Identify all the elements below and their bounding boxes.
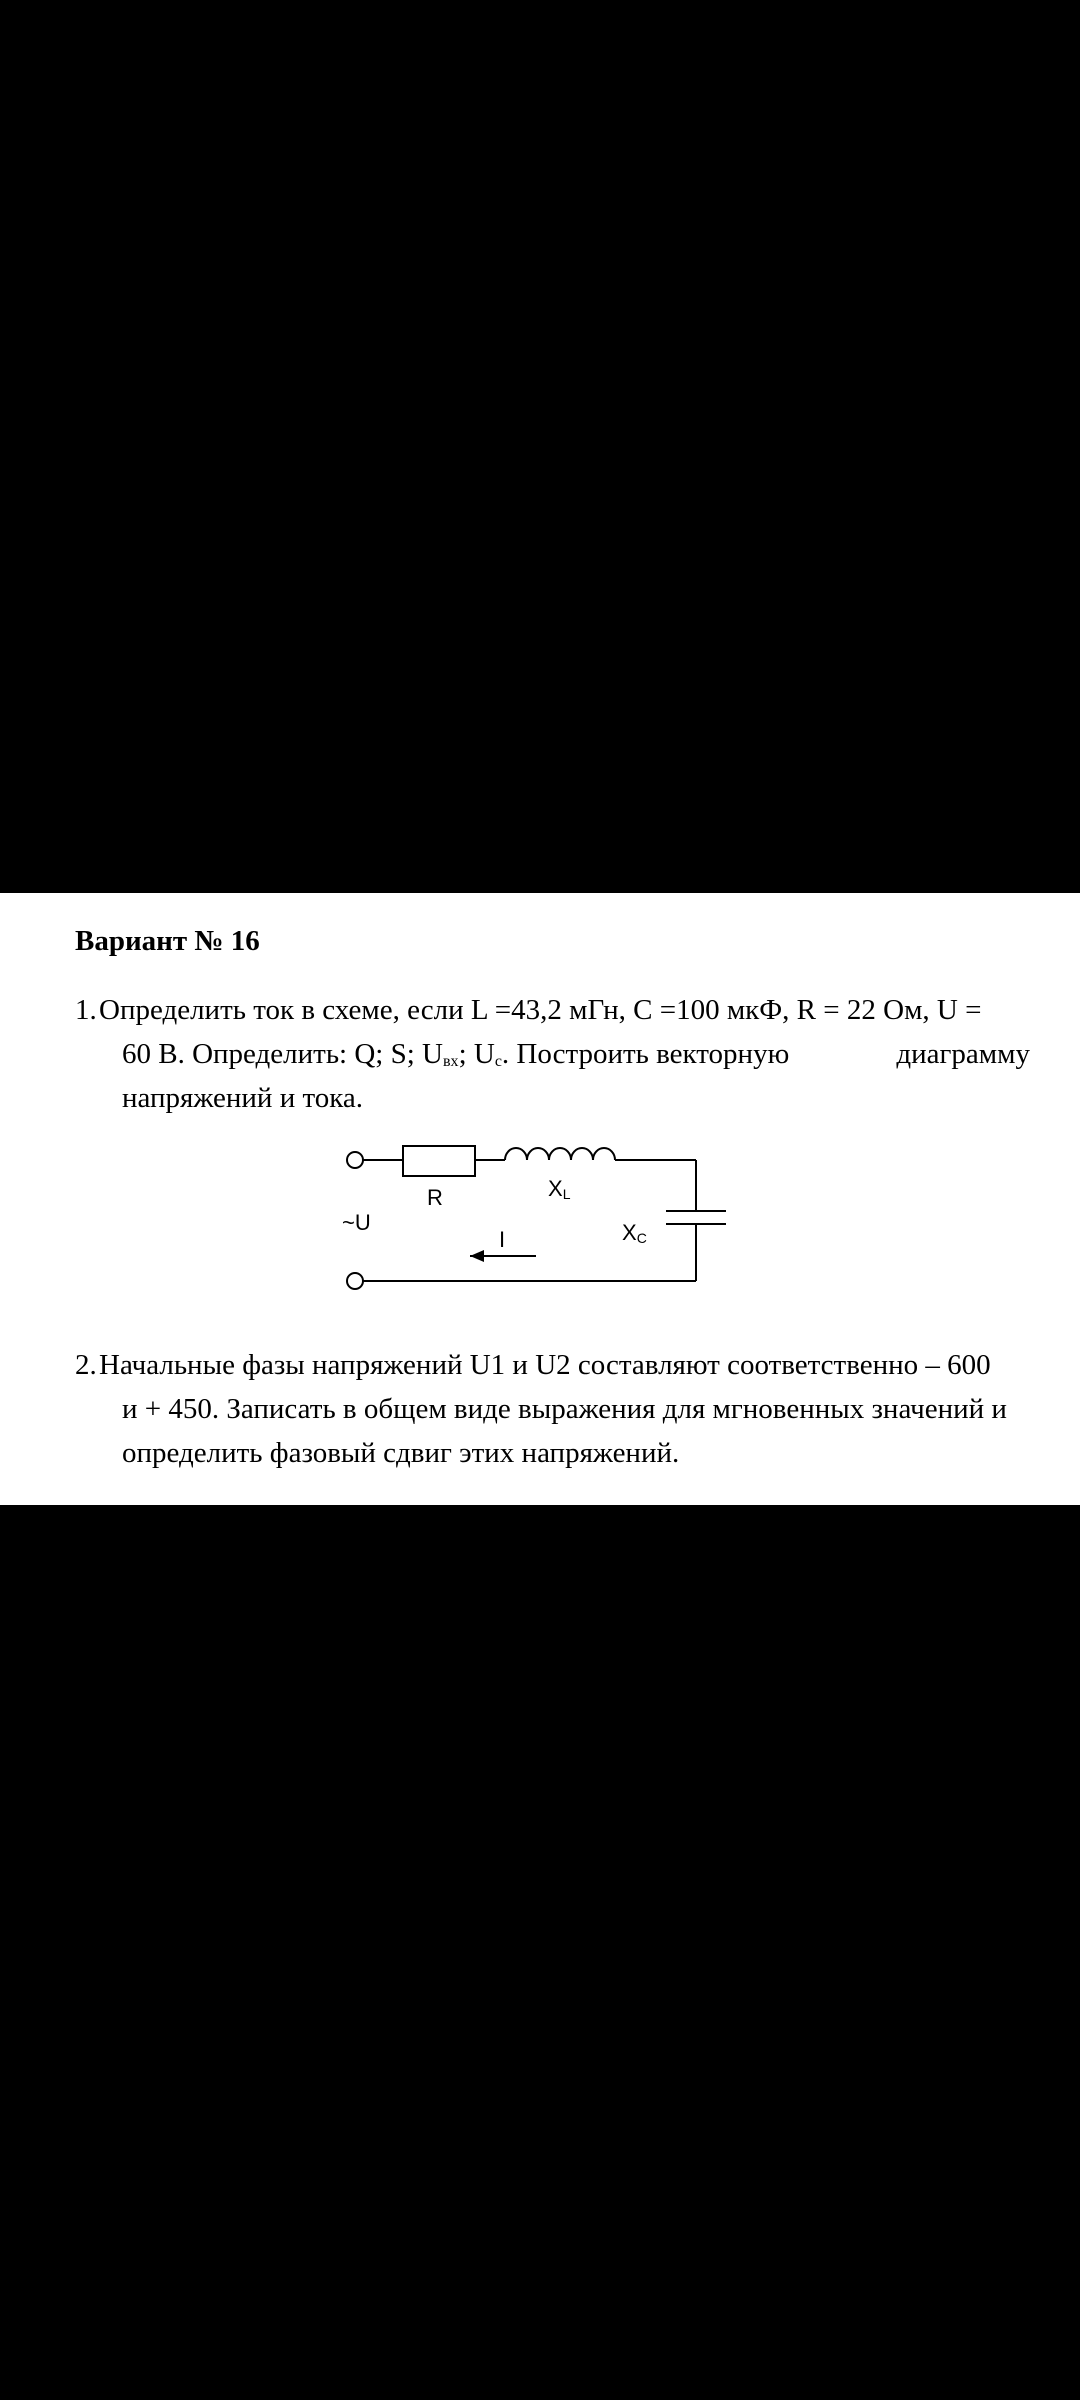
question-2-number: 2. — [75, 1349, 97, 1381]
label-xl: XL — [548, 1176, 571, 1202]
inductor-xl — [505, 1148, 615, 1160]
question-1-line-3: напряжений и тока. — [122, 1082, 364, 1114]
label-current: I — [499, 1227, 506, 1252]
question-2-line-1: Начальные фазы напряжений U1 и U2 составляют соответственно – 600 — [99, 1349, 991, 1381]
label-source: ~U — [342, 1210, 371, 1235]
question-1-number: 1. — [75, 994, 97, 1026]
circuit-diagram — [330, 1128, 750, 1308]
resistor-r — [403, 1146, 475, 1176]
variant-title: Вариант № 16 — [75, 925, 260, 957]
terminal-bottom — [347, 1273, 363, 1289]
label-r: R — [427, 1185, 443, 1210]
document-page — [0, 893, 1080, 1505]
question-1 — [75, 988, 1030, 1120]
label-xc: XC — [622, 1220, 647, 1246]
question-2 — [75, 1343, 1030, 1475]
terminal-top — [347, 1152, 363, 1168]
question-1-line-2: 60 В. Определить: Q; S; $U_{вх}$; $U_c$. Построить векторную диаграмму — [122, 1038, 1030, 1070]
question-1-line-1: Определить ток в схеме, если L =43,2 мГн, C =100 мкФ, R = 22 Ом, U = — [99, 994, 982, 1026]
question-2-line-3: определить фазовый сдвиг этих напряжений. — [122, 1437, 680, 1469]
question-2-line-2: и + 450. Записать в общем виде выражения для мгновенных значений и — [122, 1393, 1007, 1425]
